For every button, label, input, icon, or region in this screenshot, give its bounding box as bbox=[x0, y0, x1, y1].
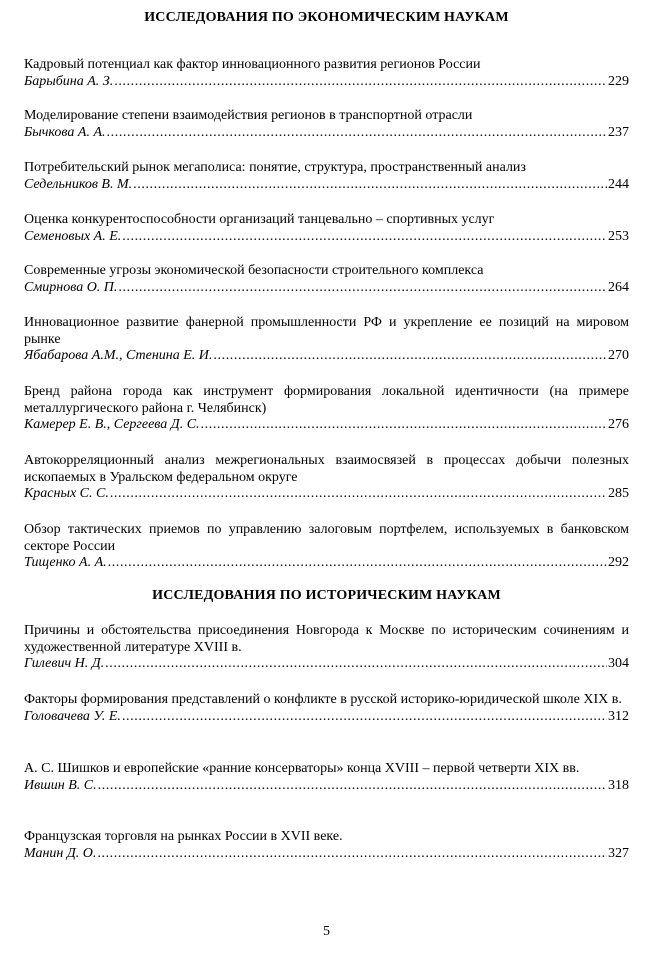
toc-entry bbox=[24, 315, 629, 365]
article-authors: Ившин В. С. bbox=[24, 777, 97, 793]
leader-dots bbox=[97, 846, 607, 863]
toc-entry bbox=[24, 453, 629, 503]
toc-entry bbox=[24, 108, 629, 141]
toc-entry bbox=[24, 761, 629, 794]
article-authors: Бычкова А. А. bbox=[24, 124, 106, 140]
article-authors: Тищенко А. А. bbox=[24, 555, 107, 570]
page-ref: 318 bbox=[608, 777, 629, 793]
leader-dots bbox=[105, 656, 607, 673]
article-title: Автокорреляционный анализ межрегиональных взаимосвязей в процессах добычи полезных ископаемых в Уральском федеральном округе bbox=[24, 453, 629, 485]
article-title: Факторы формирования представлений о конфликте в русской историко-юридической школе XIX в. bbox=[24, 692, 622, 707]
leader-dots bbox=[133, 177, 607, 194]
article-title: Обзор тактических приемов по управлению залоговым портфелем, используемых в банковском секторе России bbox=[24, 522, 629, 554]
leader-dots bbox=[213, 348, 607, 365]
article-title: Инновационное развитие фанерной промышленности РФ и укрепление ее позиций на мировом рынке bbox=[24, 315, 629, 347]
leader-dots bbox=[110, 486, 607, 503]
toc-entry bbox=[24, 212, 629, 245]
page-ref: 253 bbox=[608, 228, 629, 244]
article-title: Кадровый потенциал как фактор инновационного развития регионов России bbox=[24, 57, 481, 72]
leader-dots bbox=[118, 280, 607, 297]
article-authors: Седельников В. М. bbox=[24, 176, 133, 192]
article-title: Бренд района города как инструмент формирования локальной идентичности (на примере металлургического района г. Челябинск) bbox=[24, 384, 629, 416]
page-number: 5 bbox=[323, 924, 330, 939]
page-ref: 244 bbox=[608, 176, 629, 192]
toc-entry bbox=[24, 829, 629, 862]
toc-entry bbox=[24, 263, 629, 296]
leader-dots bbox=[114, 74, 607, 91]
page-ref: 327 bbox=[608, 845, 629, 861]
section-title-economics: ИССЛЕДОВАНИЯ ПО ЭКОНОМИЧЕСКИМ НАУКАМ bbox=[144, 10, 509, 25]
page-ref: 264 bbox=[608, 279, 629, 295]
article-title: А. С. Шишков и европейские «ранние консерваторы» конца XVIII – первой четверти XIX вв. bbox=[24, 761, 580, 776]
page-ref: 312 bbox=[608, 708, 629, 724]
section-title-history: ИССЛЕДОВАНИЯ ПО ИСТОРИЧЕСКИМ НАУКАМ bbox=[152, 588, 501, 603]
leader-dots bbox=[201, 417, 607, 434]
article-authors: Гилевич Н. Д. bbox=[24, 656, 105, 671]
toc-entry bbox=[24, 623, 629, 673]
page-ref: 292 bbox=[608, 555, 629, 570]
page-ref: 270 bbox=[608, 348, 629, 363]
article-authors: Семеновых А. Е. bbox=[24, 228, 122, 244]
toc-entry bbox=[24, 384, 629, 434]
leader-dots bbox=[107, 125, 607, 142]
leader-dots bbox=[122, 229, 607, 246]
article-authors: Смирнова О. П. bbox=[24, 279, 118, 295]
article-title: Моделирование степени взаимодействия регионов в транспортной отрасли bbox=[24, 108, 473, 123]
toc-entry bbox=[24, 692, 629, 725]
article-title: Современные угрозы экономической безопасности строительного комплекса bbox=[24, 263, 484, 278]
article-authors: Барыбина А. З. bbox=[24, 73, 114, 89]
article-authors: Красных С. С. bbox=[24, 486, 109, 501]
article-title: Потребительский рынок мегаполиса: понятие, структура, пространственный анализ bbox=[24, 160, 526, 175]
toc-entry bbox=[24, 160, 629, 193]
leader-dots bbox=[122, 709, 607, 726]
article-title: Причины и обстоятельства присоединения Новгорода к Москве по историческим сочинениям и художественной литературе XVIII в. bbox=[24, 623, 629, 655]
page-ref: 285 bbox=[608, 486, 629, 501]
article-authors: Манин Д. О. bbox=[24, 845, 97, 861]
leader-dots bbox=[108, 555, 607, 572]
article-title: Оценка конкурентоспособности организаций танцевально – спортивных услуг bbox=[24, 212, 495, 227]
article-authors: Головачева У. Е. bbox=[24, 708, 121, 724]
article-authors: Ябабарова А.М., Стенина Е. И. bbox=[24, 348, 213, 363]
page-ref: 276 bbox=[608, 417, 629, 432]
page-ref: 304 bbox=[608, 656, 629, 671]
page-ref: 229 bbox=[608, 73, 629, 89]
article-authors: Камерер Е. В., Сергеева Д. С. bbox=[24, 417, 200, 432]
toc-entry bbox=[24, 522, 629, 572]
toc-entry bbox=[24, 57, 629, 90]
article-title: Французская торговля на рынках России в XVII веке. bbox=[24, 829, 343, 844]
page-ref: 237 bbox=[608, 124, 629, 140]
leader-dots bbox=[98, 778, 607, 795]
